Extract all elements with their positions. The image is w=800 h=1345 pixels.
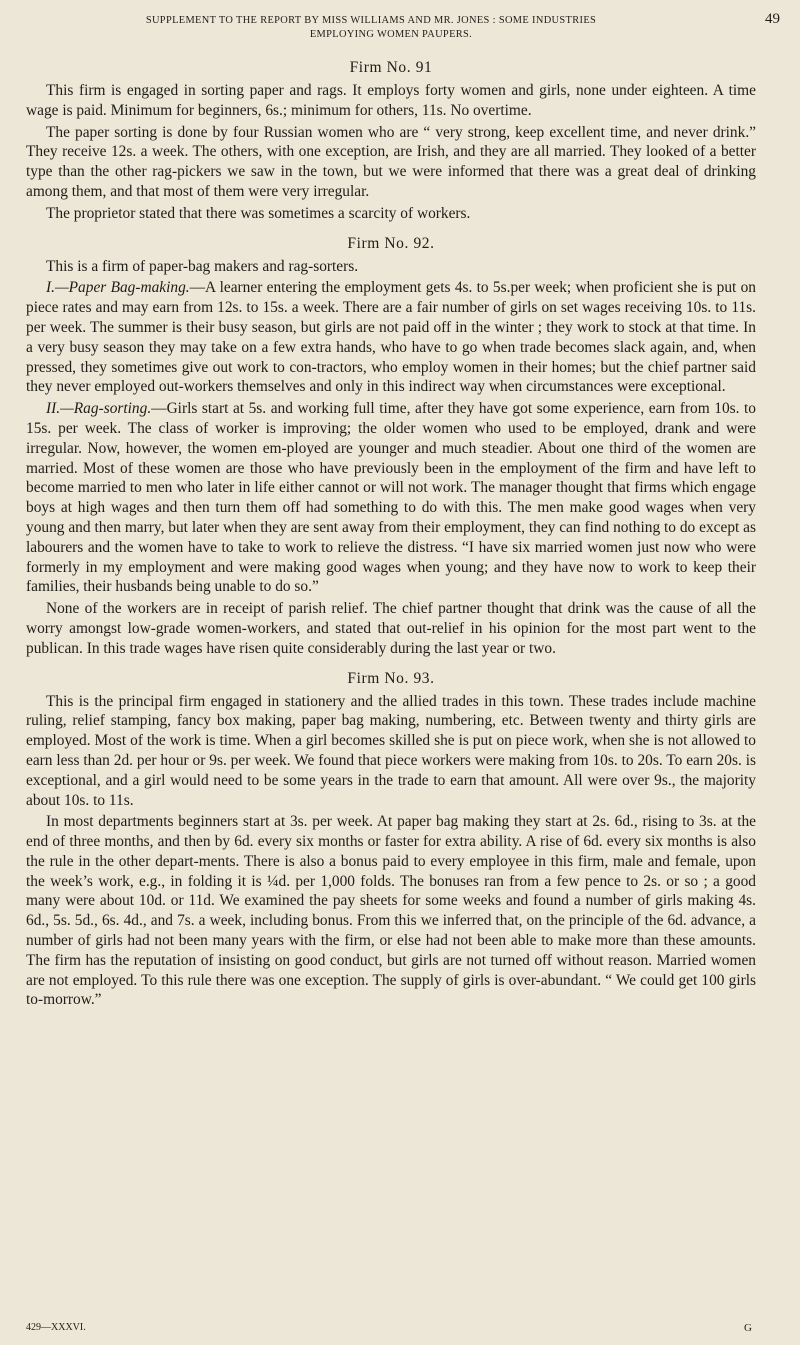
firm-92-paragraph-1: This is a firm of paper-bag makers and rag-sorters. [46,257,359,275]
firm-91-paragraph-1: This firm is engaged in sorting paper and rags. It employs forty women and girls, none under eighteen. A time wage is paid. Minimum for beginners, 6s.; minimum for others, 11s. No overtime. [26,82,756,119]
firm-93-heading: Firm No. 93. [347,669,435,687]
running-head-subtitle: EMPLOYING WOMEN PAUPERS. [309,29,473,40]
paper-bag-text: —A learner entering the employment gets 4s. to 5s.per week; when proficient she is put on piece rates and may earn from 12s. to 15s. a week. There are a fair number of girls on set wages receiving 10s. to 11s. per week. The summer is their busy season, but girls are not paid off in the winter ; they work to stock at that time. In a very busy season they may take on a few extra hands, who have to go when trade becomes slack again, and, when pressed, they sometimes give out work to con-tractors, who employ women in their homes; but the chief partner said they never employed out-workers themselves and only in this indirect way when circumstances were exceptional. [26,279,756,396]
firm-93-paragraph-1: This is the principal firm engaged in stationery and the allied trades in this town. These trades include machine ruling, relief stamping, fancy box making, paper bag making, numbering, etc. Between twenty and thirty girls are employed. Most of the work is time. When a girl becomes skilled she is put on piece work, when she is not allowed to earn less than 2d. per hour or 9s. per week. We found that piece workers were making from 10s. to 20s. To earn 20s. is exceptional, and a girl would need to be some years in the trade to earn that amount. All were over 9s., the majority about 10s. to 11s. [26,692,756,809]
section-firm-93 [26,669,756,1011]
section-firm-91 [26,58,756,224]
firm-92-paper-bag-paragraph [26,278,756,397]
firm-91-paragraph-3: The proprietor stated that there was sometimes a scarcity of workers. [46,204,471,222]
page-footer [26,1322,756,1334]
rag-sorting-subheading: II.—Rag-sorting. [46,400,152,418]
page-number: 49 [765,11,780,27]
firm-92-rag-sorting-paragraph [26,399,756,597]
print-code: 429—XXXVI. [26,1322,86,1333]
firm-92-paragraph-4: None of the workers are in receipt of parish relief. The chief partner thought that drink was the cause of all the worry amongst low-grade women-workers, and stated that out-relief in his opinion for the most part went to the publican. In this trade wages have risen quite considerably during the last year or two. [26,600,756,657]
firm-92-heading: Firm No. 92. [347,234,435,252]
firm-91-heading: Firm No. 91 [349,59,433,76]
rag-sorting-text: —Girls start at 5s. and working full time, after they have got some experience, earn from 10s. to 15s. per week. The class of worker is improving; the older women who used to be employed, drank and were irregular. Now, however, the women em-ployed are younger and much steadier. About one third of the women are married. Most of these women are those who have previously been in the employment of the firm and have left to become married to men who later in life either cannot or will not work. The manager thought that firms which engage boys at high wages and then turn them off had something to do with this. The men make good wages when very young and then marry, but later when they are sent away from their employment, they can find nothing to do except as labourers and the women have to take to work to relieve the distress. “I have six married women just now who were formerly in my employment and were making good wages when young; and they have now to work to keep their families, their husbands being unable to do so.” [26,400,756,596]
running-head [26,11,780,48]
running-head-title: SUPPLEMENT TO THE REPORT BY MISS WILLIAMS AND MR. JONES : SOME INDUSTRIES [145,15,597,26]
firm-91-paragraph-2: The paper sorting is done by four Russian women who are “ very strong, keep excellent time, and never drink.” They receive 12s. a week. The others, with one exception, are Irish, and they are all married. They looked of a better type than the other rag-pickers we saw in the town, but we were informed that there was a great deal of drinking among them, and that most of them were very irregular. [26,123,756,200]
signature-mark: G [744,1322,752,1334]
firm-93-paragraph-2: In most departments beginners start at 3s. per week. At paper bag making they start at 2s. 6d., rising to 3s. at the end of three months, and then by 6d. every six months or faster for extra ability. A rise of 6d. every six months is also the rule in the other depart-ments. There is also a bonus paid to every employee in this firm, male and female, upon the week’s work, e.g., in folding it is ¼d. per 1,000 folds. The bonuses ran from a few pence to 2s. or so ; a good many were about 10d. or 11d. We examined the pay sheets for some weeks and found a number of girls making 4s. 6d., 5s. 5d., 6s. 4d., and 7s. a week, including bonus. From this we inferred that, on the principle of the 6d. advance, a number of girls had not been many years with the firm, or else had not been able to make more than these amounts. The firm has the reputation of insisting on good conduct, but girls are not turned off without reason. Married women are not employed. To this rule there was one exception. The supply of girls is over-abundant. “ We could get 100 girls to-morrow.” [26,813,756,1009]
paper-bag-subheading: I.—Paper Bag-making. [46,279,190,297]
section-firm-92 [26,234,756,659]
